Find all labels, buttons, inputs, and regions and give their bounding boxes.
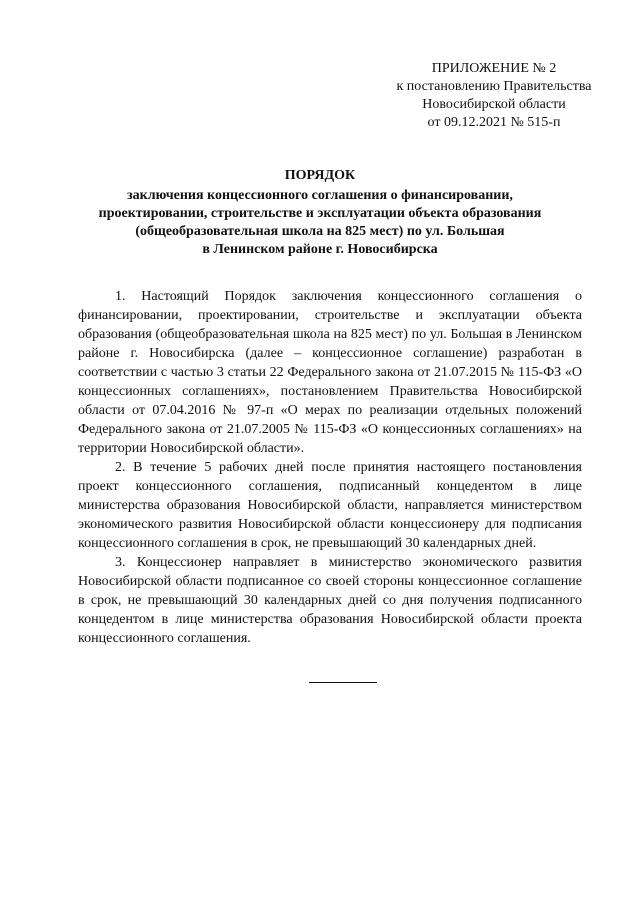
appendix-header: [380, 60, 608, 132]
title-line-1: заключения концессионного соглашения о финансировании,: [127, 188, 513, 203]
title-line-3: (общеобразовательная школа на 825 мест) по ул. Большая: [135, 224, 505, 239]
paragraph-1: 1. Настоящий Порядок заключения концессионного соглашения о финансировании, проектировании, строительстве и эксплуатации объекта образования (общеобразовательная школа на 825 мест) по ул. Большая в Ленинском районе г. Новосибирска (далее – концессионное соглашение) разработан в соответствии с частью 3 статьи 22 Федерального закона от 21.07.2015 № 115-ФЗ «О концессионных соглашениях», постановлением Правительства Новосибирской области от 07.04.2016 № 97-п «О мерах по реализации отдельных положений Федерального закона от 21.07.2005 № 115-ФЗ «О концессионных соглашениях» на территории Новосибирской области».: [78, 289, 582, 456]
appendix-reference: к постановлению Правительства: [396, 79, 592, 94]
paragraph-2: 2. В течение 5 рабочих дней после принятия настоящего постановления проект концессионного соглашения, подписанный концедентом в лице министерства образования Новосибирской области, направляется министерством экономического развития Новосибирской области концессионеру для подписания концессионного соглашения в срок, не превышающий 30 календарных дней.: [78, 460, 582, 551]
closing-rule: [309, 682, 377, 683]
title-line-4: в Ленинском районе г. Новосибирска: [202, 242, 438, 257]
document-title: [60, 167, 580, 259]
title-heading: ПОРЯДОК: [284, 168, 356, 183]
appendix-number: ПРИЛОЖЕНИЕ № 2: [431, 61, 557, 76]
appendix-region: Новосибирской области: [422, 97, 566, 112]
document-body: [78, 287, 582, 648]
title-line-2: проектировании, строительстве и эксплуатации объекта образования: [98, 206, 542, 221]
paragraph-3: 3. Концессионер направляет в министерство экономического развития Новосибирской области подписанное со своей стороны концессионное соглашение в срок, не превышающий 30 календарных дней со дня получения подписанного концедентом в лице министерства образования Новосибирской области проекта концессионного соглашения.: [78, 555, 582, 646]
appendix-date: от 09.12.2021 № 515-п: [427, 115, 561, 130]
